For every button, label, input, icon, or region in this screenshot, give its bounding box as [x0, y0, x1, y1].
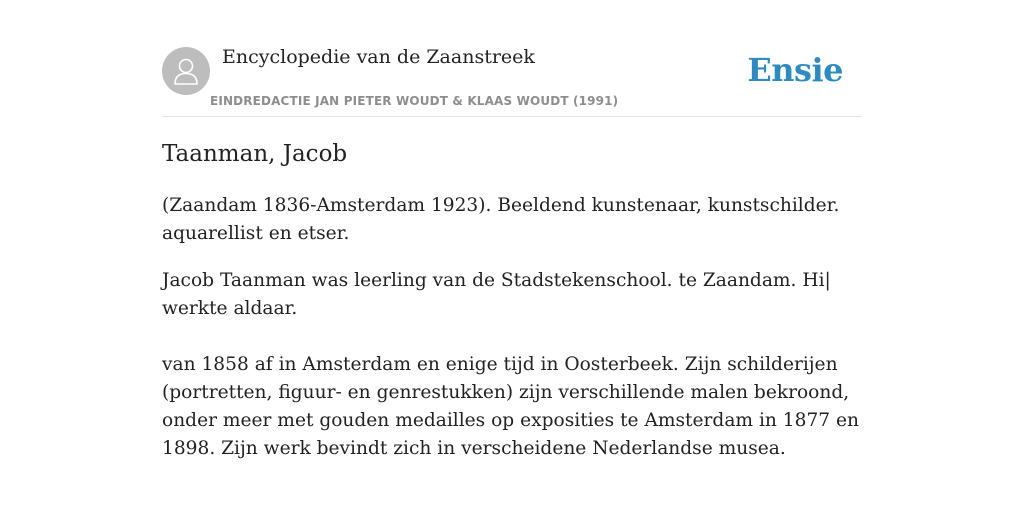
ensie-logo[interactable]: Ensie — [747, 51, 843, 89]
article-paragraph: (Zaandam 1836-Amsterdam 1923). Beeldend kunstenaar, kunstschilder. aquarellist en etser. — [162, 195, 840, 244]
user-icon — [172, 56, 200, 86]
article-paragraph: van 1858 af in Amsterdam en enige tijd in Oosterbeek. Zijn schilderijen (portretten, figuur- en genrestukken) zijn verschillende malen bekroond, onder meer met gouden medailles op exposities te Amsterdam in 1877 en 1898. Zijn werk bevindt zich in verscheidene Nederlandse musea. — [162, 354, 859, 459]
source-avatar[interactable] — [162, 47, 210, 95]
source-editors: EINDREDACTIE JAN PIETER WOUDT & KLAAS WOUDT (1991) — [210, 94, 619, 108]
article-title: Taanman, Jacob — [162, 141, 348, 167]
source-header — [162, 46, 862, 117]
article-paragraph: Jacob Taanman was leerling van de Stadstekenschool. te Zaandam. Hi| werkte aldaar. — [162, 270, 831, 319]
article — [162, 138, 864, 463]
source-title[interactable]: Encyclopedie van de Zaanstreek — [222, 46, 535, 68]
